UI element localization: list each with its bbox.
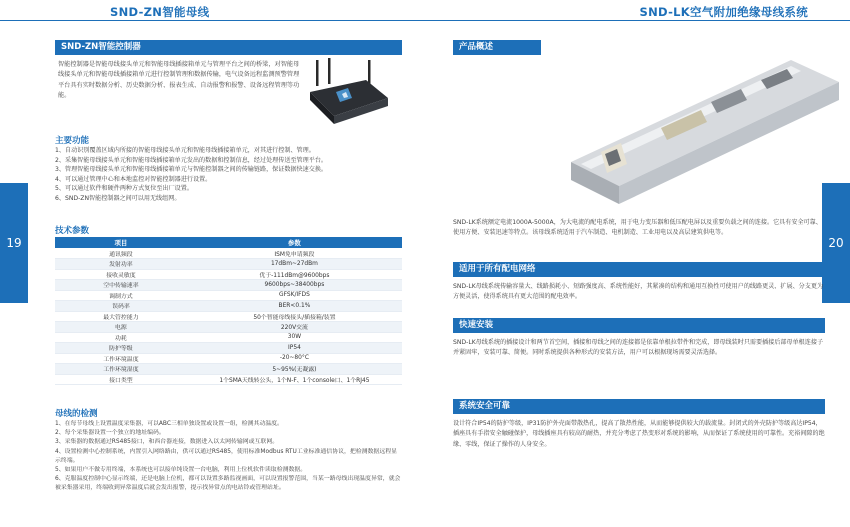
functions-list <box>55 146 402 204</box>
overview-text: SND-LK系统额定电流1000A-5000A，为大电流的配电系统，用于电力变压器和低压配电屏以及重要负载之间的连接。它具有安全可靠、使用方便、安装迅速等特点。该母线系统适用于汽车制造、电机制造、工业用电以及高层建筑供电等。 <box>453 219 822 237</box>
table-header-cell: 参数 <box>187 237 402 248</box>
table-row <box>55 311 402 322</box>
table-row <box>55 322 402 333</box>
table-cell: 通讯频段 <box>55 248 187 259</box>
right-header-title: SND-LK空气附加绝缘母线系统 <box>639 5 808 19</box>
table-cell: ISM免申请频段 <box>187 248 402 259</box>
grid-title: 适用于所有配电网络 <box>453 262 825 277</box>
table-row <box>55 269 402 280</box>
table-row <box>55 301 402 312</box>
table-cell: 优于-111dBm@9600bps <box>187 269 402 280</box>
list-item: 6、克服温度控制中心显示终端，还是电脑上位机，都可以设置多路监视画面，可以设置报警范围，当某一路母线出现温度异常，就会被采集器采用，终端收到异常温度后就会发出报警，提示找异常点的电站铃或管理站址。 <box>55 476 401 492</box>
list-item: 3、采集器的数据通过RS485接口，和西台器连接，数据进入以太网传输网或互联网。 <box>55 439 279 446</box>
list-item: 1、在每节母线上设置温度采集器，可以ABC三相单独设置或设置一组，检测其动温度。 <box>55 421 283 427</box>
table-cell: 工作环境温度 <box>55 353 187 364</box>
list-item: 5、可以通过软件和硬件两种方式复位至出厂设置。 <box>55 185 193 193</box>
table-row <box>55 248 402 259</box>
install-text: SND-LK母线系统的插接设计和两节首空间，插接和母线之间的连接都是依靠单根拉带件和完成，即母线装时只需要插接后部母单根连接子并紧固牢，安装可靠、简便。同时系统提供各种形式的安装方法，用户可以根据现场需要灵活选择。 <box>453 339 824 357</box>
table-cell: 17dBm~27dBm <box>187 259 402 270</box>
safety-title: 系统安全可靠 <box>453 399 825 414</box>
list-item: 2、采集智能母线接头单元和智能母线插接箱单元发出的数据和控制信息，经过处理传送至管理平台。 <box>55 156 328 164</box>
table-row <box>55 343 402 354</box>
left-header-line <box>0 20 425 21</box>
list-item: 5、如果用户不做专用终端，本系统也可以接单纯设置一台电脑，利用上位机软件读取检测数据。 <box>55 467 307 474</box>
safety-text: 设计符合IP54的防护等级，IP31防护外壳面带散热孔，提高了散热性能，从而能够提供较大的载流量。封闭式的外壳防护等级高达IP54，插座具有手指安全触碰保护，母线插座具有较高的耐热，并充分考虑了热变形对系统的影响，从而保证了系统使用的可靠性。充裕间隙的绝缘、零线，保证了操作的人身安全。 <box>453 420 825 448</box>
table-header-cell: 项目 <box>55 237 187 248</box>
overview-title: 产品概述 <box>453 40 541 55</box>
table-cell: 1个SMA天线转公头，1个N-F、1个console口、1个RJ45 <box>187 374 402 385</box>
right-page <box>425 0 850 527</box>
table-row <box>55 280 402 291</box>
table-cell: 9600bps~38400bps <box>187 280 402 291</box>
table-row <box>55 290 402 301</box>
table-row <box>55 374 402 385</box>
section-title-controller: SND-ZN智能控制器 <box>55 40 402 55</box>
list-item: 2、每个采集器设置一个独立的地址编码。 <box>55 430 165 437</box>
busway-product-image <box>561 52 841 212</box>
table-cell: 5~95%(无凝露) <box>187 364 402 375</box>
table-cell: GFSK/IFDS <box>187 290 402 301</box>
table-cell: 电源 <box>55 322 187 333</box>
table-cell: 功耗 <box>55 332 187 343</box>
table-cell: 调制方式 <box>55 290 187 301</box>
table-cell: 220V交流 <box>187 322 402 333</box>
list-item: 1、自动识别覆盖区域内所接的智能母线接头单元和智能母线插接箱单元，对其进行控制、管理。 <box>55 147 315 154</box>
table-cell: 误码率 <box>55 301 187 312</box>
table-cell: 最大管控能力 <box>55 311 187 322</box>
left-header-title: SND-ZN智能母线 <box>110 5 210 19</box>
list-item: 3、管理智能母线接头单元和智能母线插接箱单元与智能控制器之间的传输链路，保证数据快速交换。 <box>55 166 328 174</box>
table-row <box>55 353 402 364</box>
table-cell: 接口类型 <box>55 374 187 385</box>
table-cell: 发射功率 <box>55 259 187 270</box>
specs-table <box>55 237 402 385</box>
right-header-line <box>425 20 850 21</box>
table-row <box>55 364 402 375</box>
table-cell: 30W <box>187 332 402 343</box>
list-item: 4、可以通过管理中心和本地监控对智能控制器进行设置。 <box>55 175 212 183</box>
table-cell: -20~80°C <box>187 353 402 364</box>
table-row <box>55 259 402 270</box>
right-page-number: 20 <box>822 183 850 303</box>
install-title: 快速安装 <box>453 318 825 333</box>
list-item: 6、SND-ZN智能控制器之间可以用无线组网。 <box>55 194 181 202</box>
functions-title: 主要功能 <box>55 136 90 146</box>
detection-title: 母线的检测 <box>55 409 98 419</box>
table-cell: IP54 <box>187 343 402 354</box>
controller-intro: 智能控制器是智能母线接头单元和智能母线插接箱单元与管理平台之间的桥梁，对智能母线接头单元和智能母线插接箱单元进行控制管理和数据传输，电气设备远程监测预警管理平台具有实时数据分析、历史数据分析、报表生成、自动报警和报警、设备远程管理等功能。 <box>58 61 300 100</box>
left-page-number: 19 <box>0 183 28 303</box>
table-cell: 接收灵敏度 <box>55 269 187 280</box>
table-cell: 空中传输速率 <box>55 280 187 291</box>
table-cell: BER<0.1% <box>187 301 402 312</box>
wireless-controller-image <box>306 58 390 130</box>
table-row <box>55 332 402 343</box>
table-header-row <box>55 237 402 248</box>
specs-title: 技术参数 <box>55 226 90 236</box>
table-cell: 防护等级 <box>55 343 187 354</box>
table-cell: 工作环境湿度 <box>55 364 187 375</box>
table-cell: 50个智能母线接头/插接箱/装置 <box>187 311 402 322</box>
detection-list <box>55 420 402 494</box>
grid-text: SND-LK母线系统传输容量大、线路损耗小、短路强度高、系统性能好，其紧凑的结构和通用互换性可使用户的线路更灵、扩展、分支更为方便灵活，使得系统具有更大范围的配电效率。 <box>453 283 824 301</box>
list-item: 4、设置检测中心控制系统，内置引入网络路由，供可以通过RS485，使用标准Modbus RTU工业标准通信协议，把检测数据远程显示终端。 <box>55 448 397 464</box>
